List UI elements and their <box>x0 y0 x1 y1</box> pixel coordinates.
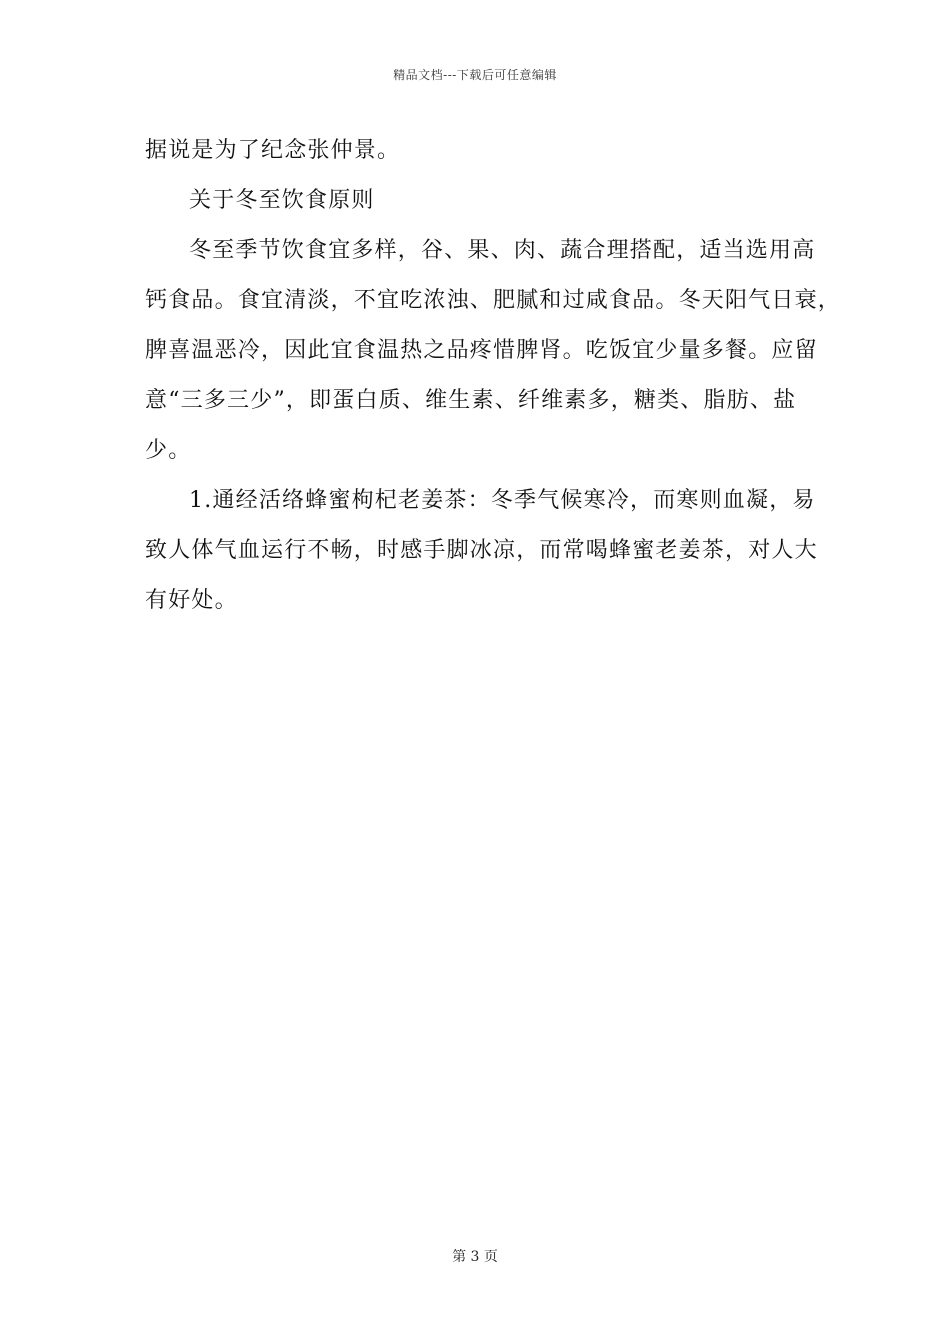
paragraph-line: 意“三多三少”，即蛋白质、维生素、纤维素多，糖类、脂肪、盐 <box>145 388 797 413</box>
paragraph-line: 少。 <box>145 438 192 463</box>
paragraph-line: 脾喜温恶冷，因此宜食温热之品疼惜脾肾。吃饭宜少量多餐。应留 <box>145 338 818 363</box>
section-heading: 关于冬至饮食原则 <box>189 188 375 213</box>
paragraph-line: 冬至季节饮食宜多样，谷、果、肉、蔬合理搭配，适当选用高 <box>189 238 816 263</box>
paragraph-line: 钙食品。食宜清淡，不宜吃浓浊、肥腻和过咸食品。冬天阳气日衰， <box>145 288 842 313</box>
list-item-line: 致人体气血运行不畅，时感手脚冰凉，而常喝蜂蜜老姜茶，对人大 <box>145 538 818 563</box>
list-item-line: 有好处。 <box>145 588 238 613</box>
paragraph-continuation: 据说是为了纪念张仲景。 <box>145 138 401 163</box>
list-item-line: 1.通经活络蜂蜜枸杞老姜茶：冬季气候寒冷，而寒则血凝，易 <box>189 488 816 513</box>
document-body <box>145 126 842 626</box>
page-number: 第 3 页 <box>452 1249 498 1265</box>
page-header: 精品文档---下载后可任意编辑 <box>393 68 557 82</box>
